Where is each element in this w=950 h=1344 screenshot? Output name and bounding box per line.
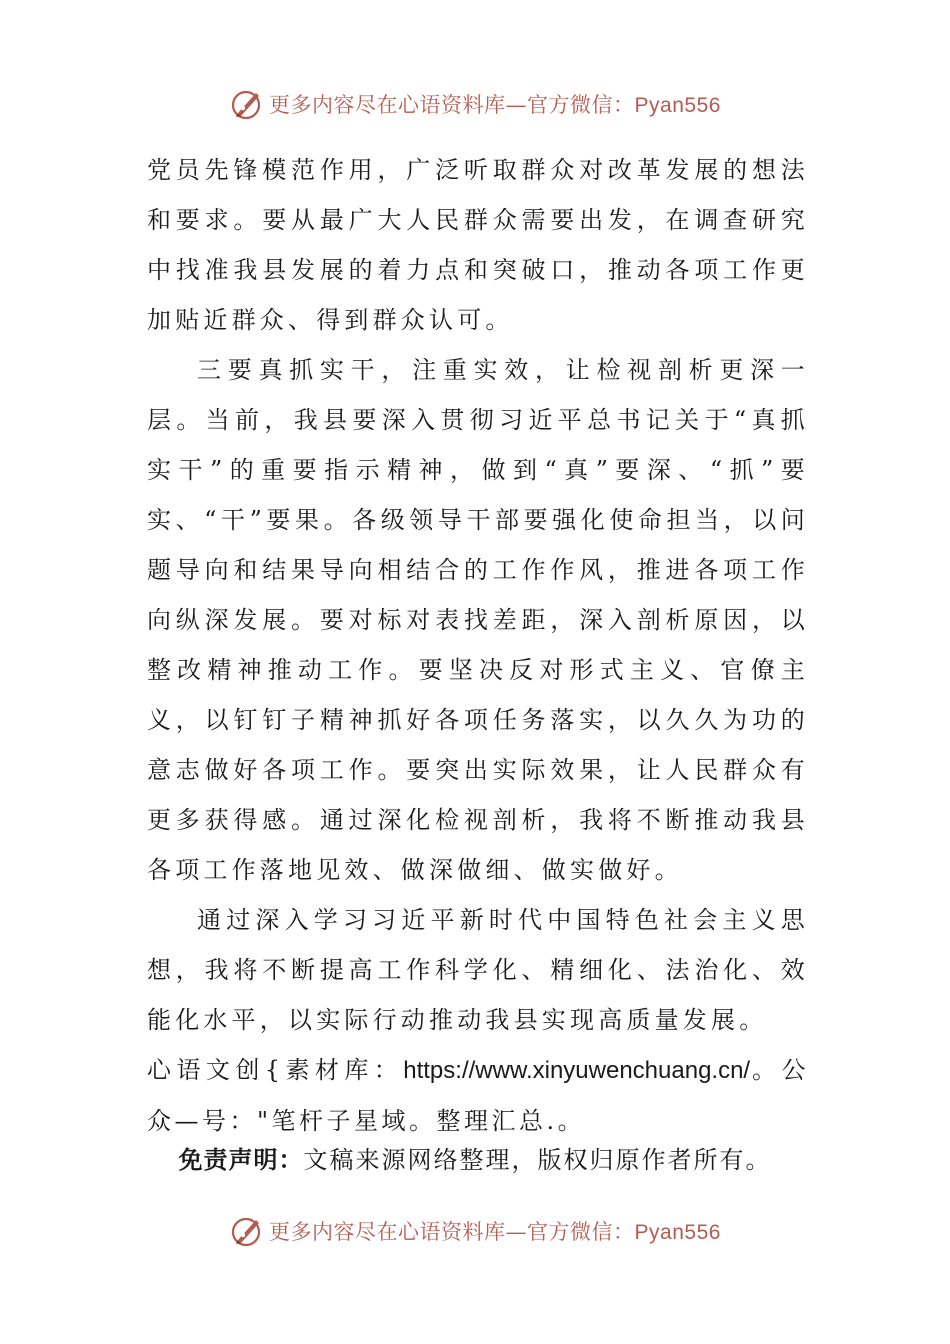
pen-circle-logo-icon [229,86,265,122]
disclaimer-label: 免责声明： [178,1146,304,1174]
disclaimer-text: 文稿来源网络整理，版权归原作者所有。 [303,1146,772,1174]
paragraph: 党员先锋模范作用，广泛听取群众对改革发展的想法和要求。要从最广大人民群众需要出发，在调查研究中找准我县发展的着力点和突破口，推动各项工作更加贴近群众、得到群众认可。 [147,156,809,334]
disclaimer [0,1140,950,1175]
footer-banner [0,1211,950,1251]
pen-circle-logo-icon [229,1213,265,1249]
banner-text: 更多内容尽在心语资料库—官方微信：Pyan556 [269,1220,721,1244]
paragraph: 三要真抓实干，注重实效，让检视剖析更深一层。当前，我县要深入贯彻习近平总书记关于“真抓实干”的重要指示精神，做到“真”要深、“抓”要实、“干”要果。各级领导干部要强化使命担当，以问题导向和结果导向相结合的工作作风，推进各项工作向纵深发展。要对标对表找差距，深入剖析原因，以整改精神推动工作。要坚决反对形式主义、官僚主义，以钉钉子精神抓好各项任务落实，以久久为功的意志做好各项工作。要突出实际效果，让人民群众有更多获得感。通过深化检视剖析，我将不断推动我县各项工作落地见效、做深做细、做实做好。 [147,356,809,884]
header-banner [0,84,950,124]
source-suffix: 。公众—号："笔杆子星域。整理汇总.。 [147,1056,809,1135]
banner-text: 更多内容尽在心语资料库—官方微信：Pyan556 [269,93,721,117]
source-url: https://www.xinyuwenchuang.cn/ [403,1057,751,1084]
paragraph: 通过深入学习习近平新时代中国特色社会主义思想，我将不断提高工作科学化、精细化、法治化、效能化水平，以实际行动推动我县实现高质量发展。 [147,906,809,1034]
source-line [147,1045,809,1146]
document-body [147,145,809,1146]
source-prefix: 心语文创{素材库： [147,1056,404,1084]
